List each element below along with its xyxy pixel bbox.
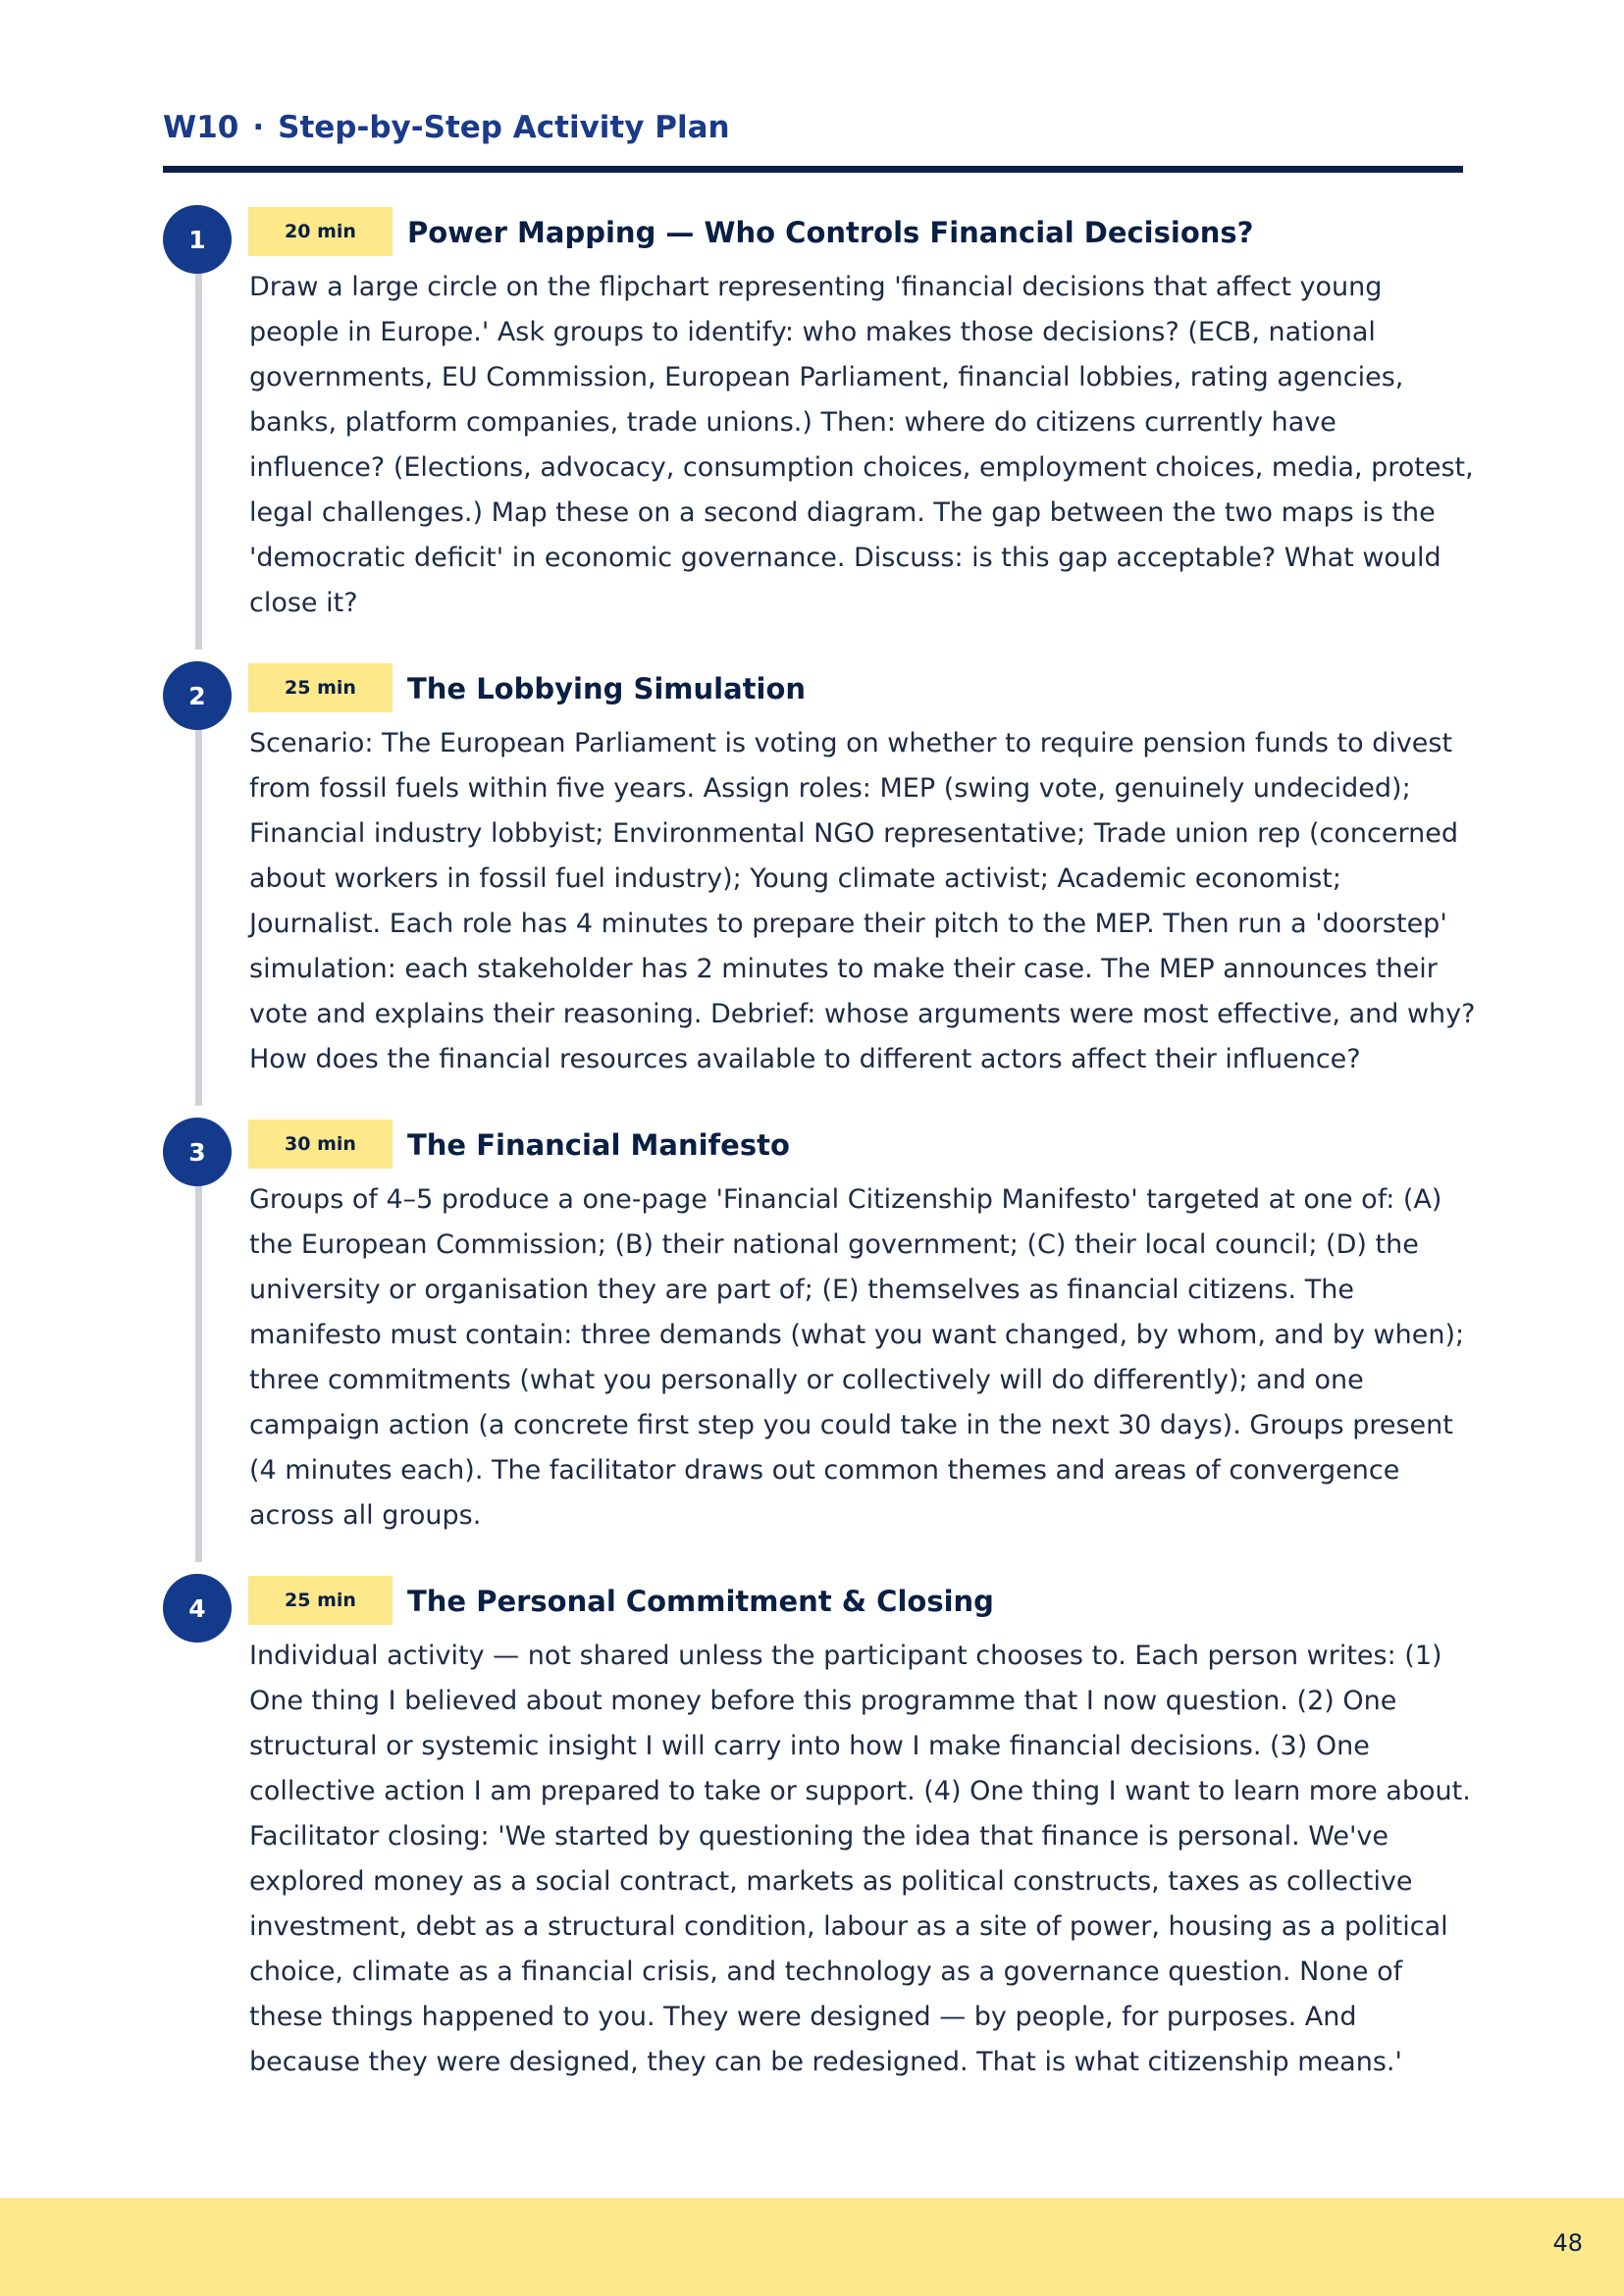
page-number: 48 bbox=[1552, 2229, 1583, 2257]
step-number: 4 bbox=[163, 1574, 232, 1643]
header-separator: · bbox=[252, 110, 265, 145]
page-footer bbox=[0, 2198, 1624, 2296]
step-title: The Personal Commitment & Closing bbox=[407, 1585, 994, 1618]
duration-badge: 20 min bbox=[248, 207, 393, 256]
duration-badge: 25 min bbox=[248, 663, 393, 712]
step-description: Draw a large circle on the flipchart representing 'financial decisions that affect young people in Europe.' Ask groups to identify: who makes those decisions? (ECB, national governments, EU Commission, European Parliament, financial lobbies, rating agencies, banks, platform companies, trade unions.) Then: where do citizens currently have influence? (Elections, advocacy, consumption choices, employment choices, media, protest, legal challenges.) Map these on a second diagram. The gap between the two maps is the 'democratic deficit' in economic governance. Discuss: is this gap acceptable? What would close it? bbox=[249, 272, 1474, 618]
step-description: Groups of 4–5 produce a one-page 'Financial Citizenship Manifesto' targeted at one of: (A) the European Commission; (B) their national government; (C) their local council; (D) the university or organisation they are part of; (E) themselves as financial citizens. The manifesto must contain: three demands (what you want changed, by whom, and by when); three commitments (what you personally or collectively will do differently); and one campaign action (a concrete first step you could take in the next 30 days). Groups present (4 minutes each). The facilitator draws out common themes and areas of convergence across all groups. bbox=[249, 1184, 1465, 1531]
step-title: Power Mapping — Who Controls Financial Decisions? bbox=[407, 216, 1254, 249]
step-number: 1 bbox=[163, 205, 232, 274]
step-description: Scenario: The European Parliament is voting on whether to require pension funds to divest from fossil fuels within five years. Assign roles: MEP (swing vote, genuinely undecided); Financial industry lobbyist; Environmental NGO representative; Trade union rep (concerned about workers in fossil fuel industry); Young climate activist; Academic economist; Journalist. Each role has 4 minutes to prepare their pitch to the MEP. Then run a 'doorstep' simulation: each stakeholder has 2 minutes to make their case. The MEP announces their vote and explains their reasoning. Debrief: whose arguments were most effective, and why? How does the financial resources available to different actors affect their influence? bbox=[249, 728, 1476, 1074]
week-label: W10 bbox=[163, 110, 239, 145]
step-description: Individual activity — not shared unless the participant chooses to. Each person writes: (1) One thing I believed about money before this programme that I now question. (2) One structural or systemic insight I will carry into how I make financial decisions. (3) One collective action I am prepared to take or support. (4) One thing I want to learn more about. Facilitator closing: 'We started by questioning the idea that finance is personal. We've explored money as a social contract, markets as political constructs, taxes as collective investment, debt as a structural condition, labour as a site of power, housing as a political choice, climate as a financial crisis, and technology as a governance question. None of these things happened to you. They were designed — by people, for purposes. And because they were designed, they can be redesigned. That is what citizenship means.' bbox=[249, 1641, 1471, 2077]
step-title: The Financial Manifesto bbox=[407, 1128, 790, 1162]
duration-badge: 25 min bbox=[248, 1576, 393, 1625]
step-number: 3 bbox=[163, 1118, 232, 1186]
section-title: Step-by-Step Activity Plan bbox=[278, 110, 730, 145]
header-title bbox=[163, 110, 730, 145]
timeline-rail-3 bbox=[195, 1140, 202, 1562]
duration-badge: 30 min bbox=[248, 1120, 393, 1169]
step-title: The Lobbying Simulation bbox=[407, 672, 807, 705]
step-number: 2 bbox=[163, 661, 232, 730]
page-header bbox=[163, 106, 1463, 173]
timeline-rail-2 bbox=[195, 684, 202, 1106]
timeline-rail-1 bbox=[195, 228, 202, 650]
